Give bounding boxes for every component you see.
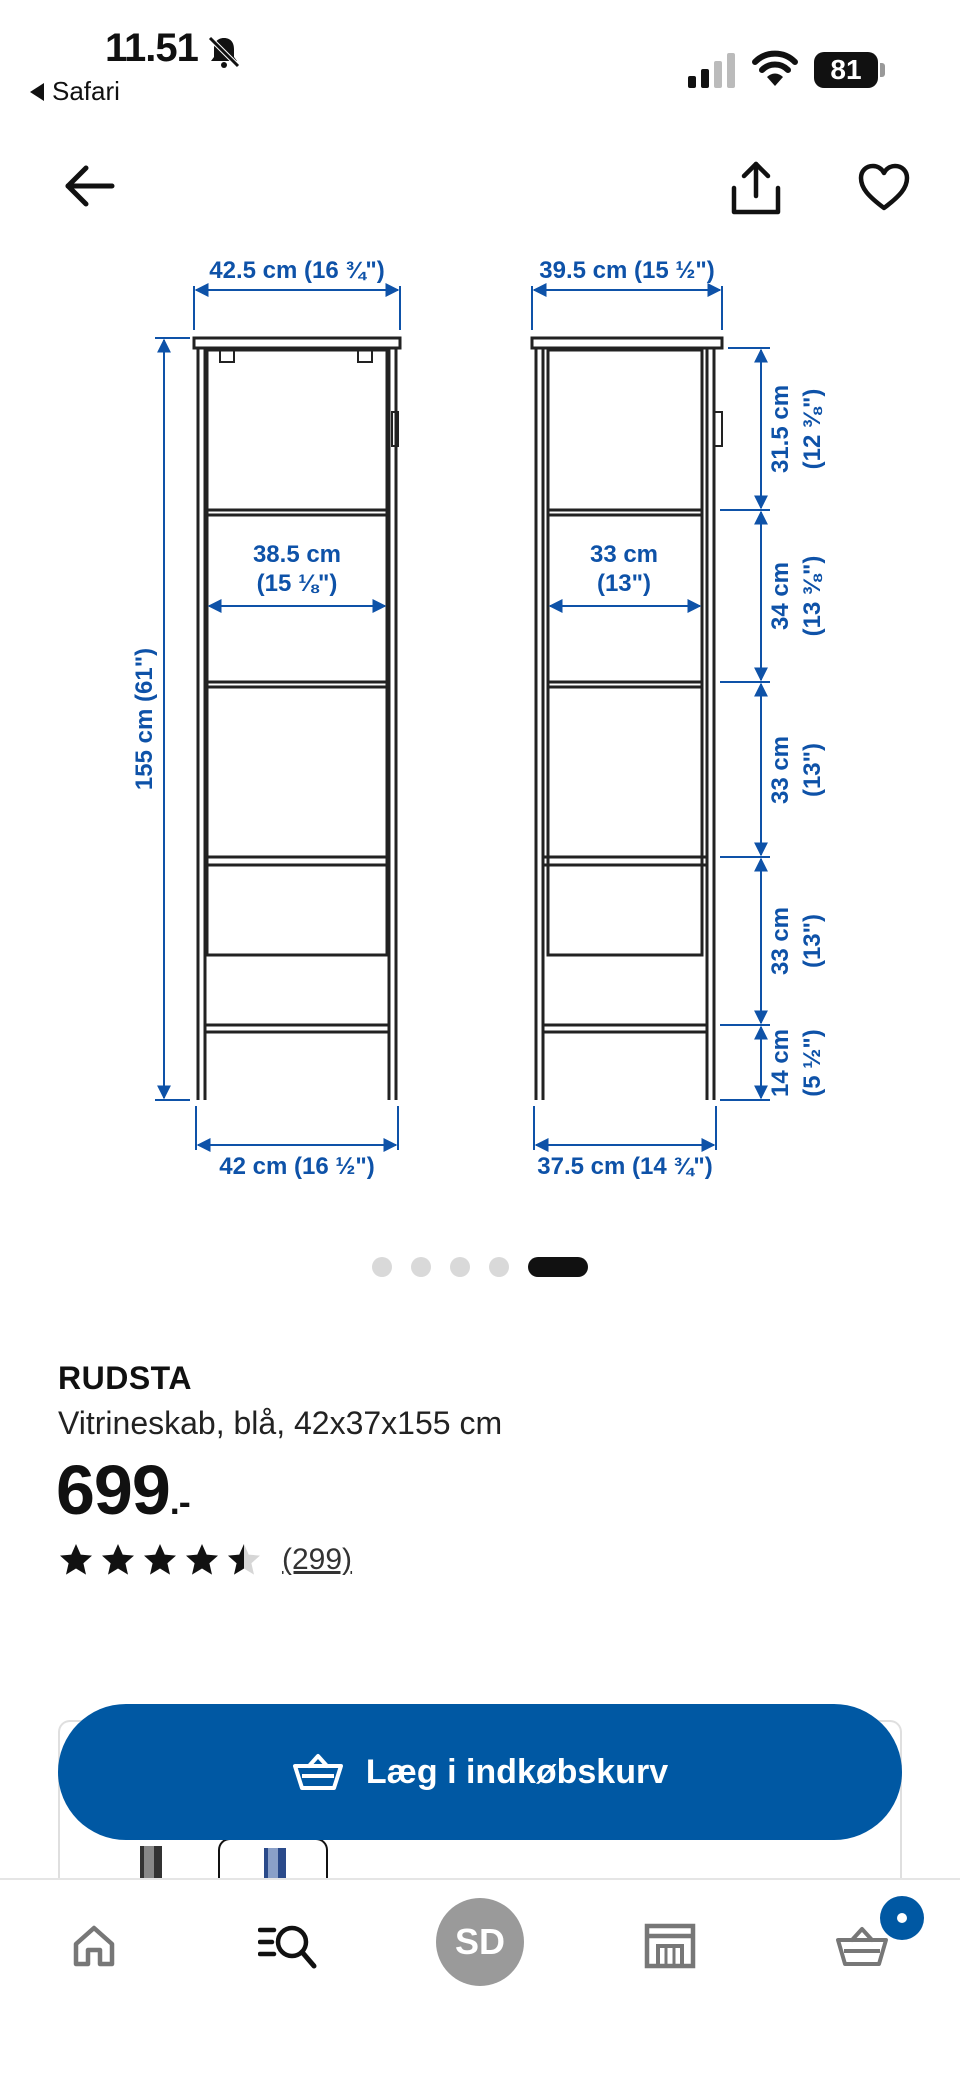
front-view-cabinet — [194, 338, 400, 1100]
svg-text:33 cm: 33 cm — [767, 735, 794, 805]
status-bar — [0, 0, 960, 110]
side-top-width-label: 39.5 cm (15 ½") — [539, 257, 715, 284]
share-icon[interactable] — [726, 158, 786, 218]
cabinet-thumb-icon — [220, 1840, 326, 1880]
side-inner-width-in-label: (13") — [596, 570, 652, 597]
svg-text:(5 ½"): (5 ½") — [799, 1029, 826, 1097]
carousel-dot-1[interactable] — [372, 1257, 392, 1277]
rating-stars — [58, 1542, 262, 1578]
carousel-dot-2[interactable] — [411, 1257, 431, 1277]
svg-text:34 cm: 34 cm — [767, 561, 794, 631]
front-inner-width-cm-label: 38.5 cm — [252, 541, 342, 568]
side-section-5-label — [767, 1029, 826, 1097]
search-icon — [258, 1920, 318, 1972]
side-section-3-label — [767, 736, 826, 804]
svg-text:(13"): (13") — [799, 742, 826, 798]
battery-tip — [880, 63, 885, 77]
side-section-1-label — [767, 385, 826, 473]
add-to-cart-button[interactable] — [58, 1704, 902, 1840]
side-section-2-label — [767, 556, 826, 637]
svg-text:(13"): (13") — [799, 913, 826, 969]
dimension-diagram — [0, 240, 960, 1200]
variant-thumbnail-black[interactable] — [120, 1838, 230, 1878]
star-full-icon — [58, 1542, 94, 1578]
tab-stores[interactable] — [638, 1914, 702, 1978]
front-top-width-label: 42.5 cm (16 ¾") — [209, 257, 385, 284]
star-full-icon — [184, 1542, 220, 1578]
tab-search[interactable] — [256, 1914, 320, 1978]
product-rating[interactable] — [58, 1542, 352, 1578]
star-full-icon — [100, 1542, 136, 1578]
bottom-tab-bar — [0, 1878, 960, 2081]
svg-text:14 cm: 14 cm — [767, 1028, 794, 1098]
favorite-heart-icon[interactable] — [856, 160, 912, 216]
price-suffix: .- — [169, 1481, 190, 1522]
svg-text:31.5 cm: 31.5 cm — [767, 384, 794, 474]
back-to-app[interactable] — [30, 76, 120, 107]
back-triangle-icon — [30, 83, 44, 101]
side-view-cabinet — [532, 338, 722, 1100]
product-description: Vitrineskab, blå, 42x37x155 cm — [58, 1405, 503, 1441]
product-price — [56, 1450, 190, 1530]
cabinet-thumb-icon — [120, 1838, 230, 1878]
bell-muted-icon — [206, 34, 242, 70]
svg-text:(13 ⅜"): (13 ⅜") — [799, 555, 826, 637]
basket-icon — [835, 1924, 889, 1968]
tab-home[interactable] — [62, 1914, 126, 1978]
signal-icon — [688, 52, 738, 88]
side-bottom-width-label: 37.5 cm (14 ¾") — [537, 1153, 713, 1180]
status-time: 11.51 — [105, 26, 198, 70]
side-section-4-label — [767, 907, 826, 975]
add-to-cart-label: Læg i indkøbskurv — [365, 1752, 669, 1791]
variant-thumbnail-blue-selected[interactable] — [218, 1838, 328, 1878]
back-app-label: Safari — [52, 76, 120, 106]
carousel-dot-4[interactable] — [489, 1257, 509, 1277]
product-name: RUDSTA — [58, 1360, 192, 1396]
side-inner-width-cm-label: 33 cm — [589, 541, 659, 568]
basket-icon — [292, 1752, 344, 1792]
store-icon — [644, 1922, 696, 1970]
svg-text:33 cm: 33 cm — [767, 906, 794, 976]
battery-indicator: 81 — [814, 52, 878, 88]
home-icon — [70, 1922, 118, 1970]
front-inner-width-in-label: (15 ⅛") — [256, 570, 338, 597]
svg-text:(12 ⅜"): (12 ⅜") — [799, 388, 826, 470]
wifi-icon — [752, 48, 798, 88]
carousel-dot-3[interactable] — [450, 1257, 470, 1277]
carousel-dot-5-active[interactable] — [528, 1257, 588, 1277]
front-bottom-width-label: 42 cm (16 ½") — [219, 1153, 375, 1180]
back-arrow-icon[interactable] — [62, 158, 118, 214]
tab-profile-avatar[interactable]: SD — [436, 1898, 524, 1986]
price-value: 699 — [56, 1451, 170, 1529]
carousel-pagination — [372, 1257, 588, 1277]
basket-count-badge — [880, 1896, 924, 1940]
front-height-label: 155 cm (61") — [131, 647, 158, 791]
review-count-link[interactable]: (299) — [282, 1543, 353, 1576]
star-full-icon — [142, 1542, 178, 1578]
star-half-icon — [226, 1542, 262, 1578]
